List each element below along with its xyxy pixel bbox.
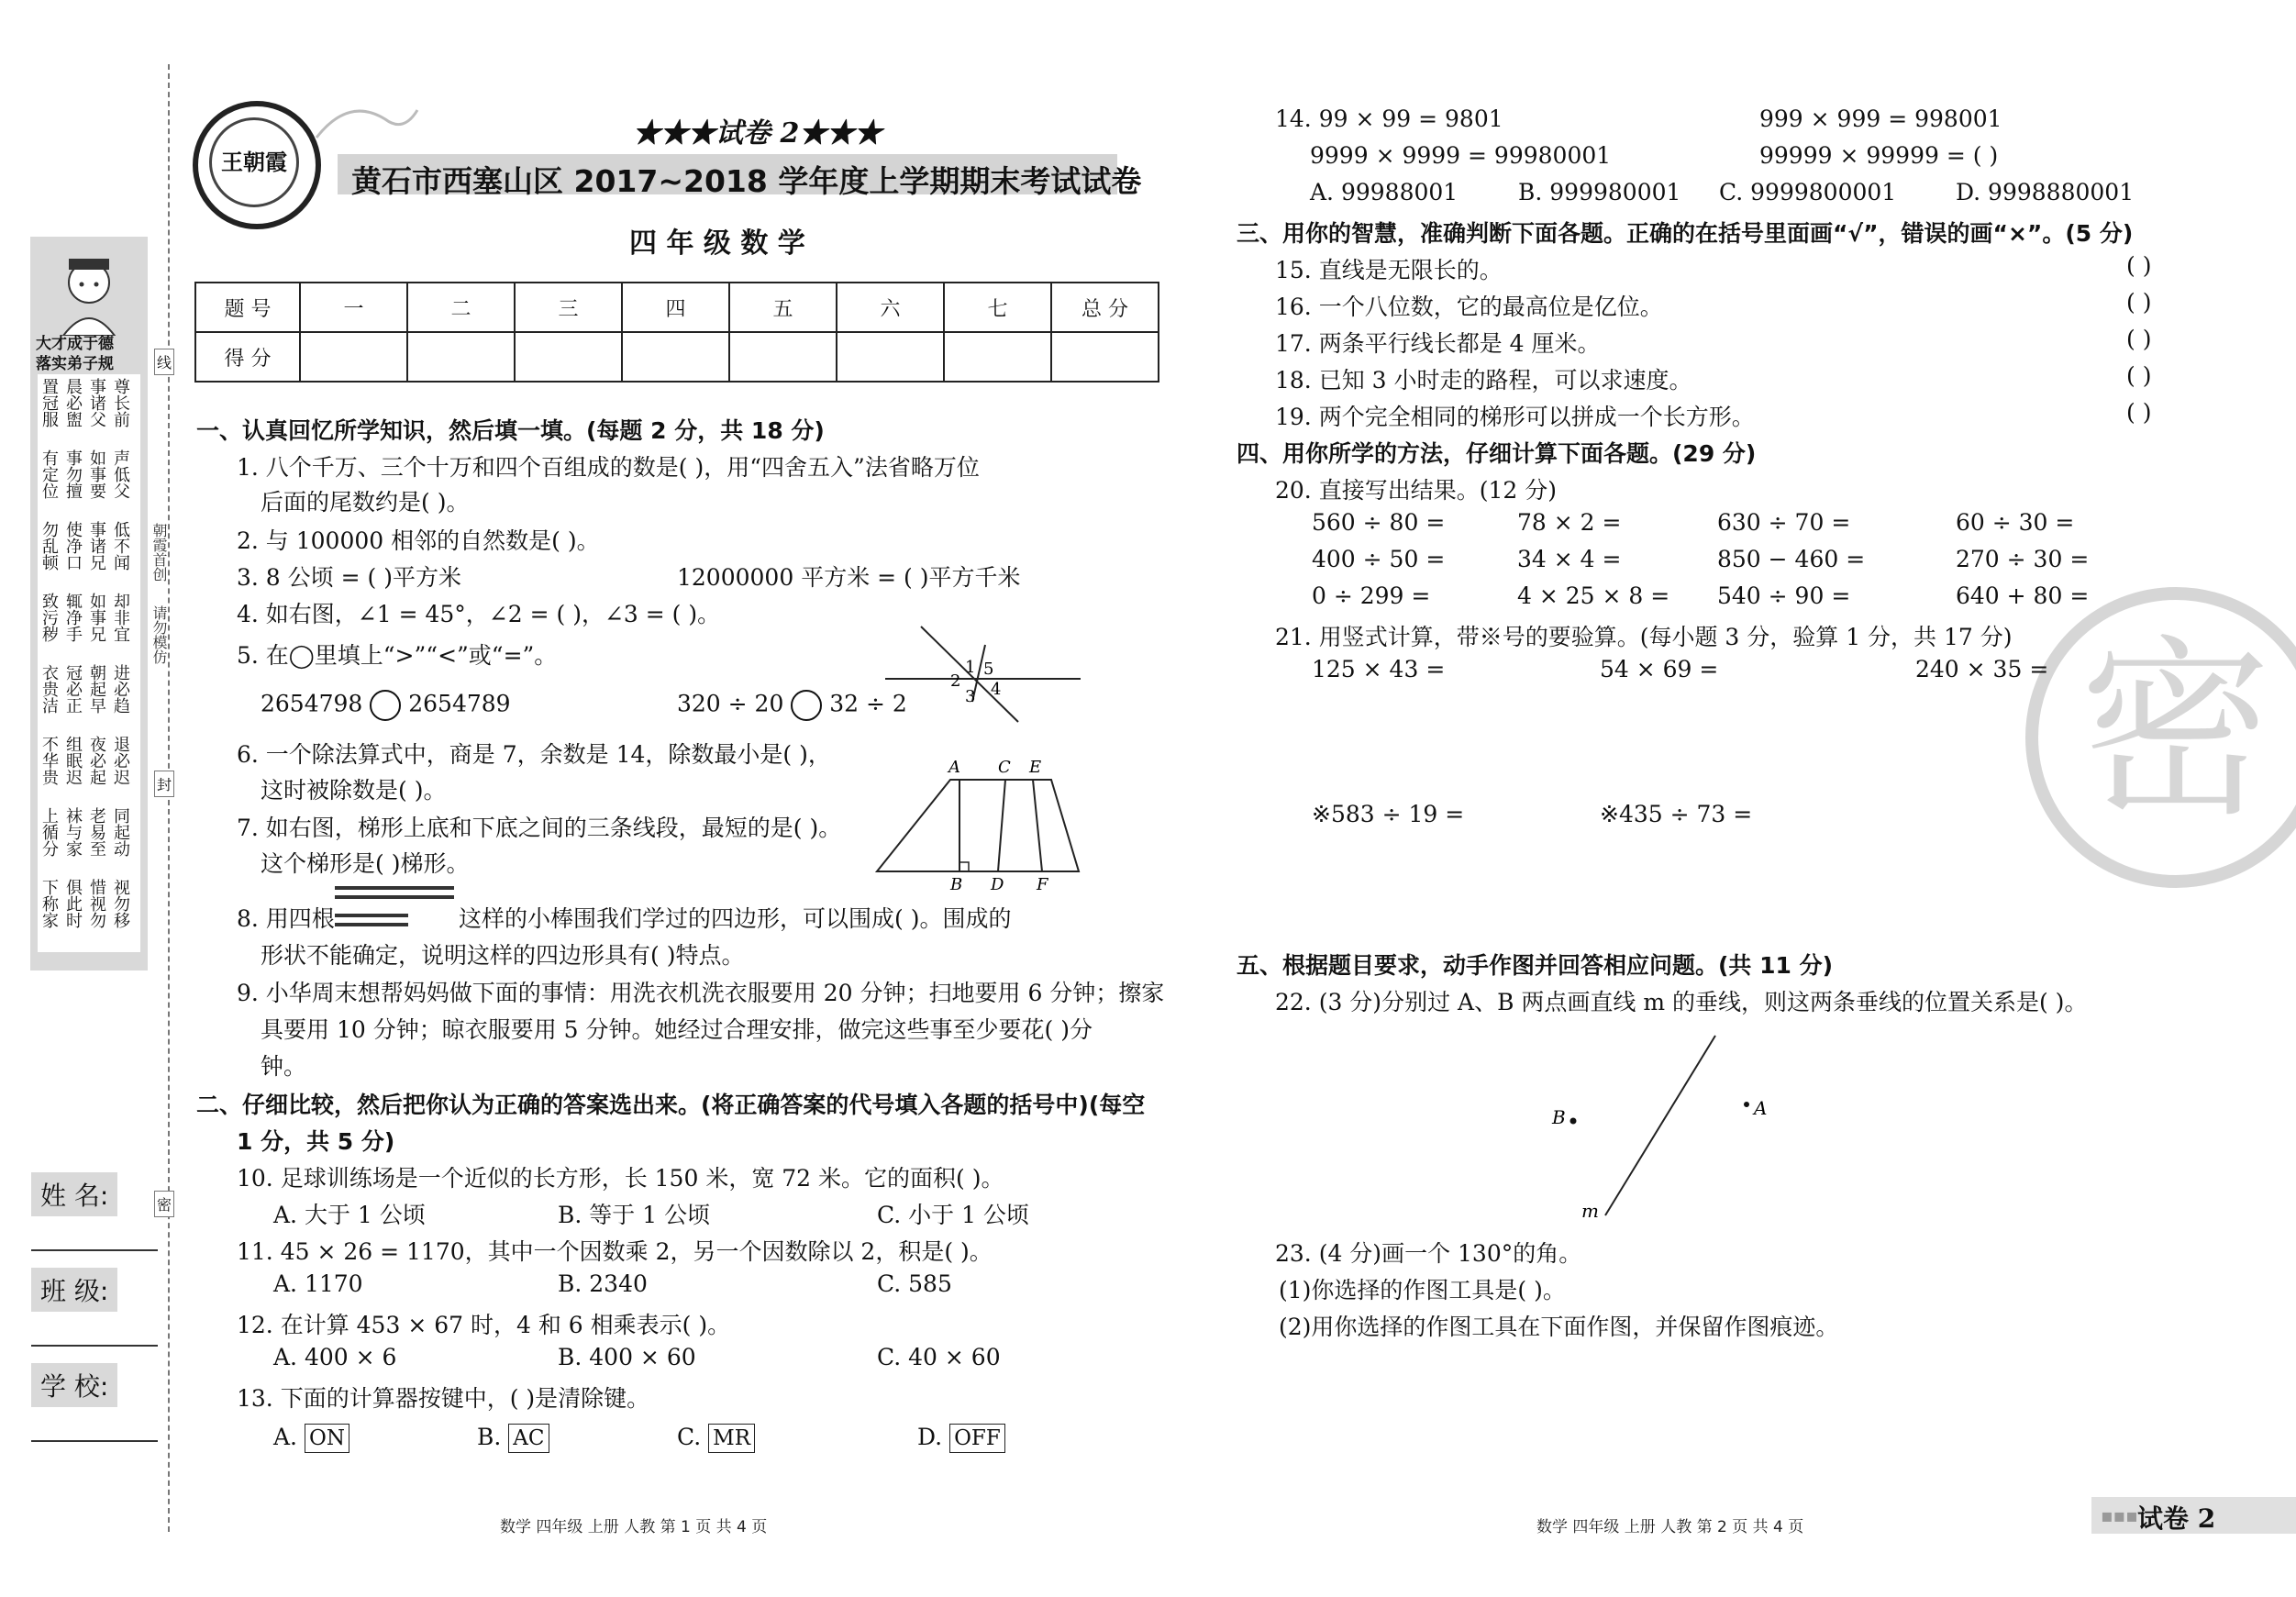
calc-item: 60 ÷ 30 = <box>1956 509 2075 536</box>
score-input-cell[interactable] <box>300 332 407 382</box>
footer-left: 数学 四年级 上册 人教 第 1 页 共 4 页 <box>500 1518 768 1536</box>
score-cell: 总 分 <box>1051 283 1159 332</box>
q11-option-a[interactable]: A. 1170 <box>273 1270 363 1297</box>
footer-badge: 试卷 2 <box>2137 1503 2216 1534</box>
motto-column: 视勿移 <box>111 879 130 928</box>
motto-column: 朝起早 <box>87 664 106 714</box>
motto-column: 尊长前 <box>111 378 130 427</box>
q23: 23. (4 分)画一个 130°的角。 <box>1275 1240 1582 1267</box>
motto-column: 夜必起 <box>87 736 106 785</box>
vertex-label: C <box>998 758 1011 777</box>
section2-heading: 二、仔细比较，然后把你认为正确的答案选出来。(将正确答案的代号填入各题的括号中)(每空 <box>196 1092 1146 1118</box>
score-input-cell[interactable] <box>407 332 515 382</box>
name-field[interactable] <box>31 1249 158 1251</box>
calc-item: 4 × 25 × 8 = <box>1517 582 1670 609</box>
q10-option-b[interactable]: B. 等于 1 公顷 <box>558 1202 711 1228</box>
brand-logo <box>193 101 321 229</box>
q14-line1-left: 14. 99 × 99 = 9801 <box>1275 105 1503 132</box>
mr-key-icon: MR <box>708 1424 755 1453</box>
ribbon-decoration-icon <box>312 92 422 147</box>
compare-circle-input[interactable] <box>370 690 401 721</box>
score-input-cell[interactable] <box>1051 332 1159 382</box>
line-m-figure <box>1541 1023 1780 1225</box>
motto-column: 如事要 <box>87 449 106 499</box>
calc-item: 0 ÷ 299 = <box>1312 582 1431 609</box>
vertical-calc-item: 240 × 35 = <box>1915 656 2049 682</box>
right-angle-mark <box>959 862 969 871</box>
calc-item: 270 ÷ 30 = <box>1956 546 2090 572</box>
score-cell: 三 <box>515 283 622 332</box>
option-letter: D. <box>917 1424 943 1450</box>
q20: 20. 直接写出结果。(12 分) <box>1275 477 1557 504</box>
motto-column: 勿乱顿 <box>39 521 59 571</box>
section2-heading-cont: 1 分，共 5 分) <box>237 1128 395 1155</box>
score-input-cell[interactable] <box>944 332 1051 382</box>
motto-column: 上循分 <box>39 807 59 857</box>
score-input-cell[interactable] <box>837 332 944 382</box>
score-cell: 二 <box>407 283 515 332</box>
motto-column: 低不闻 <box>111 521 130 571</box>
motto-column: 惜视勿 <box>87 879 106 928</box>
q8-text: 这样的小棒围我们学过的四边形，可以围成( )。围成的 <box>459 905 1012 932</box>
footer-right: 数学 四年级 上册 人教 第 2 页 共 4 页 <box>1536 1518 1804 1536</box>
vertical-calc-item: 125 × 43 = <box>1312 656 1446 682</box>
binding-dashed-line <box>168 64 170 1532</box>
calc-item: 630 ÷ 70 = <box>1717 509 1851 536</box>
option-letter: A. <box>273 1424 298 1450</box>
q6-line2: 这时被除数是( )。 <box>261 777 447 804</box>
seal-char-mi: 密 <box>154 1191 174 1217</box>
line-m <box>1605 1036 1715 1215</box>
q14-line2-right: 99999 × 99999 = ( ) <box>1759 142 1999 169</box>
q13-option-d[interactable] <box>917 1424 1005 1453</box>
q14-line2-left: 9999 × 9999 = 99980001 <box>1310 142 1612 169</box>
q15: 15. 直线是无限长的。 <box>1275 257 1503 283</box>
angle-label: 2 <box>950 671 961 691</box>
vertex-label: A <box>948 758 960 777</box>
q13: 13. 下面的计算器按键中，( )是清除键。 <box>237 1385 650 1412</box>
q9-line1: 9. 小华周末想帮妈妈做下面的事情：用洗衣机洗衣服要用 20 分钟；扫地要用 6 分钟；擦家 <box>237 980 1165 1006</box>
q8-line2: 形状不能确定，说明这样的四边形具有( )特点。 <box>261 942 745 969</box>
q5a-left: 2654798 <box>261 690 363 717</box>
q14-option-c[interactable]: C. 9999800001 <box>1719 179 1897 205</box>
motto-column: 进必趋 <box>111 664 130 714</box>
motto-column: 晨必盥 <box>63 378 83 427</box>
q16-answer-paren[interactable]: ( ) <box>2126 289 2152 316</box>
exam-title: 黄石市西塞山区 2017~2018 学年度上学期期末考试试卷 <box>351 163 1142 199</box>
calc-item: 540 ÷ 90 = <box>1717 582 1851 609</box>
score-cell: 一 <box>300 283 407 332</box>
q18: 18. 已知 3 小时走的路程，可以求速度。 <box>1275 367 1692 394</box>
q13-option-b[interactable] <box>477 1424 549 1453</box>
q19: 19. 两个完全相同的梯形可以拼成一个长方形。 <box>1275 404 1755 430</box>
vertical-calc-item: ※435 ÷ 73 = <box>1600 801 1753 827</box>
q19-answer-paren[interactable]: ( ) <box>2126 399 2152 426</box>
q12-option-b[interactable]: B. 400 × 60 <box>558 1344 696 1370</box>
on-key-icon: ON <box>305 1424 349 1453</box>
q17: 17. 两条平行线长都是 4 厘米。 <box>1275 330 1601 357</box>
motto-column: 声低父 <box>111 449 130 499</box>
vertex-label: E <box>1029 758 1042 777</box>
scholar-figure-icon <box>50 246 128 336</box>
score-input-cell[interactable] <box>515 332 622 382</box>
q5-compare-a <box>261 690 511 721</box>
q1-line1: 1. 八个千万、三个十万和四个百组成的数是( )，用“四舍五入”法省略万位 <box>237 454 980 481</box>
q12-option-c[interactable]: C. 40 × 60 <box>877 1344 1001 1370</box>
q1-line2: 后面的尾数约是( )。 <box>261 489 470 516</box>
motto-column: 事诸父 <box>87 378 106 427</box>
q5b-left: 320 ÷ 20 <box>677 690 784 717</box>
section3-heading: 三、用你的智慧，准确判断下面各题。正确的在括号里面画“√”，错误的画“×”。(5 分) <box>1237 220 2134 247</box>
seal-char-xian: 线 <box>154 349 174 375</box>
section5-heading: 五、根据题目要求，动手作图并回答相应问题。(共 11 分) <box>1237 952 1834 979</box>
watermark-text: 密 <box>2079 618 2272 843</box>
q14-option-a[interactable]: A. 99988001 <box>1310 179 1459 205</box>
sticks-icon <box>333 882 456 934</box>
side-note-original: 朝霞首创 <box>150 523 168 582</box>
q5: 5. 在◯里填上“>”“<”或“=”。 <box>237 642 558 669</box>
point-A <box>1744 1102 1749 1107</box>
class-label: 班 级: <box>31 1268 117 1312</box>
q14-option-d[interactable]: D. 9998880001 <box>1956 179 2135 205</box>
exam-badge: ★★★试卷 2★★★ <box>633 117 882 150</box>
motto-column: 组眠迟 <box>63 736 83 785</box>
score-cell: 得 分 <box>195 332 300 382</box>
angle-label: 3 <box>965 687 976 706</box>
section1-heading: 一、认真回忆所学知识，然后填一填。(每题 2 分，共 18 分) <box>196 417 825 444</box>
motto-column: 袜与家 <box>63 807 83 857</box>
compare-circle-input[interactable] <box>791 690 822 721</box>
motto-column: 置冠服 <box>39 378 59 427</box>
q11-option-c[interactable]: C. 585 <box>877 1270 952 1297</box>
q13-option-a[interactable] <box>273 1424 349 1453</box>
motto-column: 下称家 <box>39 879 59 928</box>
motto-column: 事勿擅 <box>63 449 83 499</box>
school-field[interactable] <box>31 1440 158 1442</box>
motto-column: 俱此时 <box>63 879 83 928</box>
q10-option-c[interactable]: C. 小于 1 公顷 <box>877 1202 1029 1228</box>
q11-option-b[interactable]: B. 2340 <box>558 1270 648 1297</box>
score-cell: 题 号 <box>195 283 300 332</box>
score-table-score-row <box>195 332 1159 382</box>
point-A-label: A <box>1754 1097 1768 1119</box>
motto-column: 老易至 <box>87 807 106 857</box>
vertical-calc-item: ※583 ÷ 19 = <box>1312 801 1465 827</box>
motto-column: 衣贵洁 <box>39 664 59 714</box>
motto-column: 使净口 <box>63 521 83 571</box>
q23-part2: (2)用你选择的作图工具在下面作图，并保留作图痕迹。 <box>1279 1314 1839 1340</box>
vertex-label: B <box>950 875 963 890</box>
q18-answer-paren[interactable]: ( ) <box>2126 362 2152 389</box>
vertex-label: F <box>1037 875 1048 890</box>
score-cell: 四 <box>622 283 729 332</box>
class-field[interactable] <box>31 1345 158 1347</box>
side-note-no-copy: 请勿模仿 <box>150 605 168 664</box>
motto-column: 同起动 <box>111 807 130 857</box>
motto-column: 辄净手 <box>63 593 83 642</box>
score-cell: 五 <box>729 283 837 332</box>
off-key-icon: OFF <box>949 1424 1005 1453</box>
option-letter: B. <box>477 1424 502 1450</box>
q3-right: 12000000 平方米 = ( )平方千米 <box>677 564 1021 591</box>
confidential-watermark <box>2025 587 2296 888</box>
trapezoid-shape <box>877 780 1079 871</box>
q21: 21. 用竖式计算，带※号的要验算。(每小题 3 分，验算 1 分，共 17 分) <box>1275 624 2013 650</box>
angle-label: 5 <box>983 660 994 679</box>
segment-CD <box>998 780 1005 871</box>
section4-heading: 四、用你所学的方法，仔细计算下面各题。(29 分) <box>1237 440 1757 467</box>
motto-column: 有定位 <box>39 449 59 499</box>
motto-column: 冠必正 <box>63 664 83 714</box>
q6-line1: 6. 一个除法算式中，商是 7，余数是 14，除数最小是( )， <box>237 741 831 768</box>
angle-label: 4 <box>991 680 1002 699</box>
q23-part1: (1)你选择的作图工具是( )。 <box>1279 1277 1566 1303</box>
calc-item: 78 × 2 = <box>1517 509 1622 536</box>
q12-option-a[interactable]: A. 400 × 6 <box>273 1344 397 1370</box>
calc-item: 850 − 460 = <box>1717 546 1866 572</box>
q8-prefix: 8. 用四根 <box>237 905 335 932</box>
option-letter: C. <box>677 1424 702 1450</box>
q16: 16. 一个八位数，它的最高位是亿位。 <box>1275 294 1663 320</box>
vertical-calc-item: 54 × 69 = <box>1600 656 1719 682</box>
q5a-right: 2654789 <box>408 690 511 717</box>
q7-line1: 7. 如右图，梯形上底和下底之间的三条线段，最短的是( )。 <box>237 815 842 841</box>
vertex-label: D <box>991 875 1004 890</box>
point-B <box>1570 1118 1577 1125</box>
q10-option-a[interactable]: A. 大于 1 公顷 <box>273 1202 426 1228</box>
q7-line2: 这个梯形是( )梯形。 <box>261 850 470 877</box>
q2: 2. 与 100000 相邻的自然数是( )。 <box>237 527 600 554</box>
score-input-cell[interactable] <box>729 332 837 382</box>
motto-column: 退必迟 <box>111 736 130 785</box>
motto-column: 事诸兄 <box>87 521 106 571</box>
motto-column: 却非宜 <box>111 593 130 642</box>
score-cell: 六 <box>837 283 944 332</box>
calc-item: 34 × 4 = <box>1517 546 1622 572</box>
seal-char-feng: 封 <box>154 771 174 797</box>
q5-compare-b <box>677 690 907 721</box>
sidebar-slogan-2: 落实弟子规 <box>36 355 114 373</box>
point-B-label: B <box>1552 1106 1566 1128</box>
angle-figure <box>881 619 1092 729</box>
q4: 4. 如右图，∠1 = 45°，∠2 = ( )，∠3 = ( )。 <box>237 601 721 627</box>
q15-answer-paren[interactable]: ( ) <box>2126 252 2152 279</box>
q14-line1-right: 999 × 999 = 998001 <box>1759 105 2002 132</box>
school-label: 学 校: <box>31 1363 117 1407</box>
brand-logo-text: 王朝霞 <box>209 117 299 207</box>
motto-column: 致污秽 <box>39 593 59 642</box>
q9-line2: 具要用 10 分钟；晾衣服要用 5 分钟。她经过合理安排，做完这些事至少要花( )分 <box>261 1016 1093 1043</box>
score-table-header-row <box>195 283 1159 332</box>
q5b-right: 32 ÷ 2 <box>829 690 907 717</box>
score-input-cell[interactable] <box>622 332 729 382</box>
trapezoid-figure <box>871 754 1092 890</box>
segment-EF <box>1033 780 1042 871</box>
q3-left: 3. 8 公顷 = ( )平方米 <box>237 564 461 591</box>
calc-item: 400 ÷ 50 = <box>1312 546 1446 572</box>
line-m-label: m <box>1581 1200 1599 1222</box>
q17-answer-paren[interactable]: ( ) <box>2126 326 2152 352</box>
q12: 12. 在计算 453 × 67 时，4 和 6 相乘表示( )。 <box>237 1312 731 1338</box>
motto-column: 如事兄 <box>87 593 106 642</box>
q10: 10. 足球训练场是一个近似的长方形，长 150 米，宽 72 米。它的面积( )。 <box>237 1165 1004 1192</box>
footer-badge-dots: ▪▪▪ <box>2101 1504 2138 1526</box>
motto-column: 不华贵 <box>39 736 59 785</box>
score-table <box>194 282 1159 383</box>
q13-option-c[interactable] <box>677 1424 755 1453</box>
calc-item: 560 ÷ 80 = <box>1312 509 1446 536</box>
calc-item: 640 + 80 = <box>1956 582 2090 609</box>
sidebar-slogan-1: 大才成于德 <box>36 335 114 353</box>
q11: 11. 45 × 26 = 1170，其中一个因数乘 2，另一个因数除以 2，积是( )。 <box>237 1238 993 1265</box>
q14-option-b[interactable]: B. 999980001 <box>1518 179 1681 205</box>
ac-key-icon: AC <box>508 1424 549 1453</box>
angle-label: 1 <box>965 658 976 677</box>
name-label: 姓 名: <box>31 1172 117 1216</box>
score-cell: 七 <box>944 283 1051 332</box>
subject-title: 四 年 级 数 学 <box>629 227 805 260</box>
q9-line3: 钟。 <box>261 1053 307 1080</box>
q22: 22. (3 分)分别过 A、B 两点画直线 m 的垂线，则这两条垂线的位置关系是( )。 <box>1275 989 2088 1015</box>
